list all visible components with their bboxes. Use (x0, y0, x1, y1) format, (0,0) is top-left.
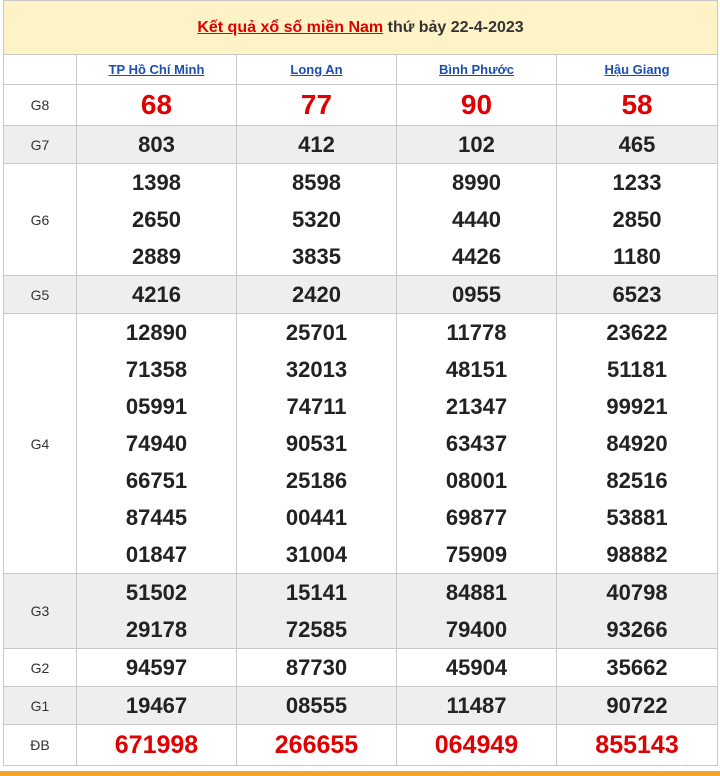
prize-number: 68 (140, 89, 173, 120)
prize-number: 99921 (606, 394, 668, 419)
special-prize-number: 064949 (434, 730, 519, 759)
prize-cell (557, 276, 718, 314)
prize-number: 87445 (125, 505, 188, 530)
prize-label: G6 (4, 164, 77, 276)
prize-number: 23622 (606, 320, 668, 345)
prize-number: 08555 (285, 693, 348, 718)
prize-label: ĐB (4, 725, 77, 766)
province-link-binh-phuoc[interactable]: Bình Phước (439, 61, 514, 77)
prize-number: 21347 (445, 394, 508, 419)
prize-number: 48151 (445, 357, 508, 382)
prize-row (4, 314, 718, 574)
prize-number: 25701 (285, 320, 348, 345)
prize-cell (77, 574, 237, 649)
prize-number: 90 (460, 89, 493, 120)
prize-number: 63437 (445, 431, 508, 456)
prize-row (4, 725, 718, 766)
prize-number: 465 (618, 132, 656, 157)
province-header (77, 55, 237, 85)
prize-cell (77, 725, 237, 766)
prize-number: 69877 (445, 505, 508, 530)
prize-number: 75909 (445, 542, 508, 567)
prize-number: 66751 (125, 468, 188, 493)
prize-cell (397, 126, 557, 164)
prize-cell (77, 649, 237, 687)
prize-cell (237, 574, 397, 649)
prize-cell (77, 85, 237, 126)
prize-number: 2850 (612, 207, 662, 232)
prize-cell (237, 649, 397, 687)
prize-number: 01847 (125, 542, 188, 567)
prize-cell (397, 725, 557, 766)
prize-number: 79400 (445, 617, 508, 642)
prize-cell (557, 314, 718, 574)
prize-cell (77, 687, 237, 725)
prize-cell (397, 687, 557, 725)
prize-label: G4 (4, 314, 77, 574)
header-blank-cell (4, 55, 77, 85)
lottery-results-table (3, 0, 718, 766)
prize-number: 90531 (285, 431, 348, 456)
prize-cell (557, 85, 718, 126)
prize-number: 77 (300, 89, 333, 120)
prize-number: 3835 (292, 244, 341, 269)
prize-cell (237, 276, 397, 314)
prize-number: 58 (621, 89, 653, 120)
prize-number: 5320 (292, 207, 341, 232)
prize-cell (237, 725, 397, 766)
prize-row (4, 574, 718, 649)
prize-label: G7 (4, 126, 77, 164)
prize-number: 98882 (606, 542, 668, 567)
prize-cell (397, 85, 557, 126)
prize-row (4, 126, 718, 164)
prize-number: 74711 (286, 394, 347, 419)
province-header (557, 55, 718, 85)
prize-number: 25186 (285, 468, 348, 493)
prize-number: 84920 (606, 431, 668, 456)
prize-cell (557, 164, 718, 276)
prize-label: G1 (4, 687, 77, 725)
prize-number: 31004 (285, 542, 348, 567)
prize-number: 71358 (125, 357, 188, 382)
prize-number: 84881 (445, 580, 508, 605)
prize-number: 00441 (285, 505, 348, 530)
prize-cell (237, 164, 397, 276)
prize-number: 72585 (285, 617, 348, 642)
prize-number: 19467 (125, 693, 188, 718)
prize-row (4, 687, 718, 725)
prize-number: 412 (298, 132, 335, 157)
prize-cell (557, 687, 718, 725)
prize-number: 12890 (125, 320, 188, 345)
prize-number: 51502 (125, 580, 188, 605)
province-header-row (4, 55, 718, 85)
prize-cell (237, 85, 397, 126)
prize-number: 1180 (613, 244, 661, 269)
title-row (4, 1, 718, 55)
province-header (397, 55, 557, 85)
prize-cell (77, 164, 237, 276)
prize-number: 05991 (125, 394, 188, 419)
prize-number: 40798 (606, 580, 668, 605)
prize-cell (557, 649, 718, 687)
prize-number: 08001 (445, 468, 508, 493)
prize-number: 15141 (285, 580, 348, 605)
province-link-tp-ho-chi-minh[interactable]: TP Hồ Chí Minh (108, 61, 205, 77)
prize-row (4, 649, 718, 687)
prize-rows (4, 85, 718, 766)
prize-number: 2650 (132, 207, 181, 232)
prize-number: 1398 (132, 170, 181, 195)
prize-cell (77, 126, 237, 164)
prize-number: 4440 (452, 207, 501, 232)
prize-number: 4426 (452, 244, 501, 269)
prize-number: 102 (458, 132, 495, 157)
prize-cell (237, 687, 397, 725)
title-date: thứ bảy 22-4-2023 (387, 18, 524, 36)
prize-number: 6523 (612, 282, 662, 307)
prize-number: 94597 (125, 655, 188, 680)
prize-number: 53881 (606, 505, 668, 530)
prize-number: 82516 (606, 468, 668, 493)
prize-number: 90722 (606, 693, 668, 718)
prize-label: G2 (4, 649, 77, 687)
prize-number: 11487 (446, 693, 507, 718)
prize-row (4, 164, 718, 276)
prize-number: 4216 (132, 282, 181, 307)
prize-number: 32013 (285, 357, 348, 382)
prize-cell (397, 164, 557, 276)
prize-cell (77, 314, 237, 574)
prize-cell (557, 725, 718, 766)
prize-number: 87730 (285, 655, 348, 680)
special-prize-number: 671998 (114, 730, 199, 759)
prize-cell (77, 276, 237, 314)
prize-number: 11778 (446, 320, 507, 345)
prize-number: 35662 (606, 655, 668, 680)
prize-number: 45904 (445, 655, 508, 680)
prize-number: 93266 (606, 617, 668, 642)
province-header (237, 55, 397, 85)
prize-label: G3 (4, 574, 77, 649)
prize-cell (397, 314, 557, 574)
prize-cell (237, 314, 397, 574)
bottom-divider (0, 771, 720, 776)
prize-label: G5 (4, 276, 77, 314)
prize-number: 0955 (452, 282, 501, 307)
province-link-hau-giang[interactable]: Hậu Giang (604, 61, 670, 77)
prize-cell (557, 574, 718, 649)
prize-number: 74940 (125, 431, 188, 456)
prize-number: 1233 (612, 170, 662, 195)
prize-number: 803 (138, 132, 175, 157)
prize-cell (397, 574, 557, 649)
prize-row (4, 85, 718, 126)
prize-number: 29178 (125, 617, 188, 642)
prize-label: G8 (4, 85, 77, 126)
prize-number: 51181 (607, 357, 667, 382)
prize-number: 8598 (292, 170, 341, 195)
prize-number: 2420 (292, 282, 341, 307)
title-link[interactable]: Kết quả xổ số miền Nam (197, 18, 384, 36)
province-link-long-an[interactable]: Long An (290, 61, 343, 77)
prize-row (4, 276, 718, 314)
prize-number: 2889 (132, 244, 181, 269)
prize-number: 8990 (452, 170, 501, 195)
page-title (4, 1, 718, 55)
prize-cell (237, 126, 397, 164)
prize-cell (557, 126, 718, 164)
prize-cell (397, 649, 557, 687)
special-prize-number: 266655 (274, 730, 359, 759)
prize-cell (397, 276, 557, 314)
results-container (3, 0, 717, 766)
special-prize-number: 855143 (595, 730, 679, 759)
